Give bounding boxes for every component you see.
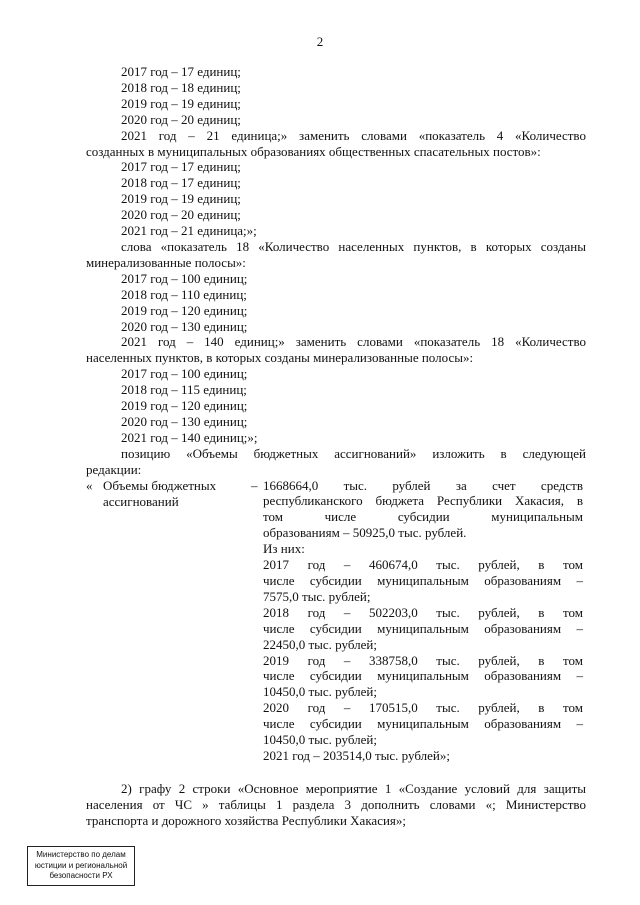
budget-dash: – (251, 477, 258, 493)
list-item: 2021 год – 21 единица;»; (121, 223, 257, 239)
budget-value-line: 22450,0 тыс. рублей; (263, 636, 377, 652)
budget-value-line: 2021 год – 203514,0 тыс. рублей»; (263, 747, 450, 763)
stamp-line: безопасности РХ (49, 871, 113, 880)
budget-value-line: числе субсидии муниципальным образованиям – (263, 620, 583, 636)
budget-value-cell (263, 478, 583, 764)
amendment-2-line3: транспорта и дорожного хозяйства Республики Хакасия»; (86, 812, 407, 828)
budget-label-line1: Объемы бюджетных (103, 477, 217, 493)
budget-label-line2: ассигнований (103, 493, 179, 509)
list-item: 2019 год – 19 единиц; (121, 95, 241, 111)
ministry-stamp (27, 846, 135, 886)
indicator-list-3 (86, 271, 586, 335)
amendment-paragraph-2 (86, 781, 586, 829)
words-clause-line2: минерализованные полосы»: (86, 254, 246, 270)
list-item: 2017 год – 17 единиц; (121, 64, 241, 79)
open-quote: « (86, 477, 93, 493)
list-item: 2019 год – 120 единиц; (121, 398, 248, 414)
replace-clause-1-line1: 2021 год – 21 единица;» заменить словами «показатель 4 «Количество (121, 127, 586, 143)
list-item: 2021 год – 140 единиц;»; (121, 429, 258, 445)
list-item: 2019 год – 19 единиц; (121, 191, 241, 207)
budget-value-line: числе субсидии муниципальным образованиям – (263, 716, 583, 732)
words-clause-line1: слова «показатель 18 «Количество населенных пунктов, в которых созданы (121, 238, 586, 254)
budget-value-line: образованиям – 50925,0 тыс. рублей. (263, 525, 467, 541)
indicator-list-4 (86, 366, 586, 446)
budget-value-line: 1668664,0 тыс. рублей за счет средств (263, 477, 583, 493)
budget-allocations-table (86, 478, 586, 764)
replace-clause-1-line2: созданных в муниципальных образованиях общественных спасательных постов»: (86, 143, 541, 159)
list-item: 2020 год – 20 единиц; (121, 207, 241, 223)
list-item: 2017 год – 17 единиц; (121, 159, 241, 175)
list-item: 2018 год – 115 единиц; (121, 382, 247, 398)
budget-value-line: 2019 год – 338758,0 тыс. рублей, в том (263, 652, 583, 668)
budget-value-line: 2018 год – 502203,0 тыс. рублей, в том (263, 604, 583, 620)
position-clause-line1: позицию «Объемы бюджетных ассигнований» изложить в следующей (121, 445, 586, 461)
budget-value-line: 2017 год – 460674,0 тыс. рублей, в том (263, 557, 583, 573)
budget-value-line: том числе субсидии муниципальным (263, 509, 583, 525)
budget-value-line: 10450,0 тыс. рублей; (263, 684, 377, 700)
budget-value-line: числе субсидии муниципальным образованиям – (263, 668, 583, 684)
list-item: 2017 год – 100 единиц; (121, 270, 248, 286)
list-item: 2018 год – 18 единиц; (121, 79, 241, 95)
list-item: 2017 год – 100 единиц; (121, 366, 248, 382)
replace-clause-2-line2: населенных пунктов, в которых созданы минерализованные полосы»: (86, 350, 474, 366)
list-item: 2018 год – 110 единиц; (121, 286, 247, 302)
budget-value-line: 2020 год – 170515,0 тыс. рублей, в том (263, 700, 583, 716)
budget-value-line: числе субсидии муниципальным образованиям – (263, 573, 583, 588)
list-item: 2019 год – 120 единиц; (121, 302, 248, 318)
document-body (86, 64, 586, 829)
indicator-list-2 (86, 159, 586, 239)
budget-value-line: 7575,0 тыс. рублей; (263, 588, 371, 604)
amendment-2-line2: населения от ЧС » таблицы 1 раздела 3 дополнить словами «; Министерство (86, 796, 586, 812)
stamp-line: Министерство по делам (36, 850, 126, 859)
list-item: 2020 год – 130 единиц; (121, 318, 248, 334)
amendment-2-line1: 2) графу 2 строки «Основное мероприятие 1 «Создание условий для защиты (121, 780, 586, 796)
list-item: 2020 год – 130 единиц; (121, 413, 248, 429)
indicator-list-1 (86, 64, 586, 128)
position-clause-line2: редакции: (86, 461, 142, 477)
replace-clause-2-line1: 2021 год – 140 единиц;» заменить словами «показатель 18 «Количество (121, 334, 586, 350)
budget-value-line: 10450,0 тыс. рублей; (263, 732, 377, 748)
list-item: 2018 год – 17 единиц; (121, 175, 241, 191)
page-number: 2 (316, 34, 324, 49)
budget-value-line: республиканского бюджета Республики Хакасия, в (263, 493, 583, 509)
budget-value-line: Из них: (263, 541, 305, 557)
list-item: 2020 год – 20 единиц; (121, 111, 241, 127)
stamp-line: юстиции и региональной (34, 860, 128, 870)
